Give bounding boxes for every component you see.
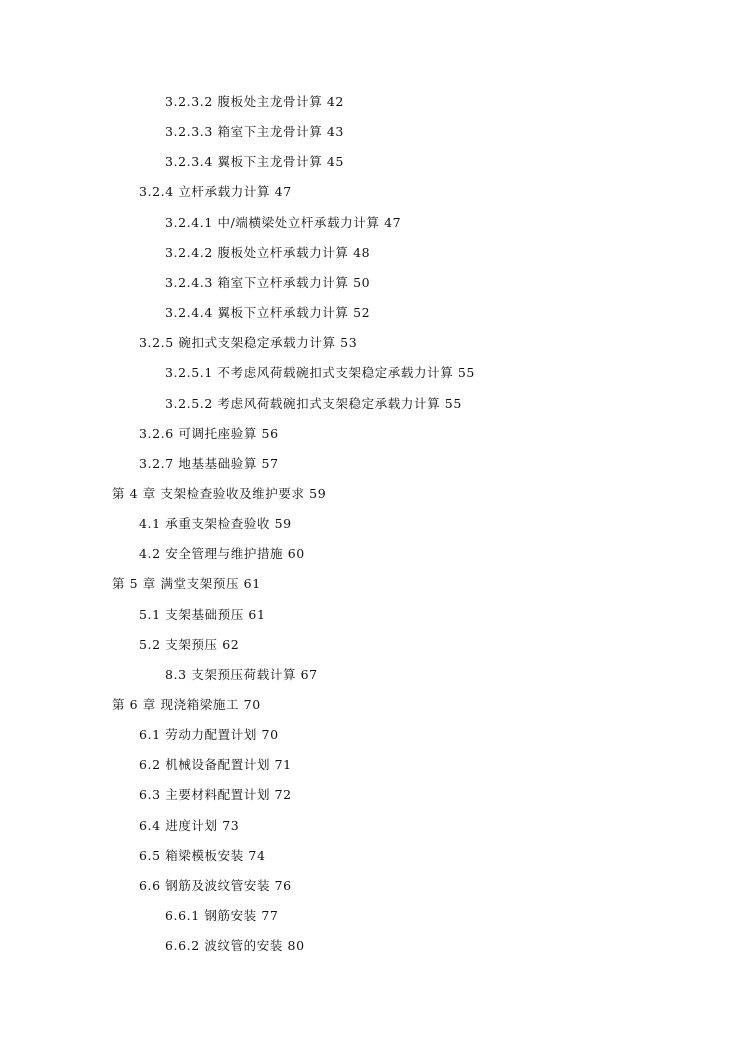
toc-entry[interactable]: 3.2.5.1 不考虑风荷载碗扣式支架稳定承载力计算 55 xyxy=(165,365,475,381)
toc-entry[interactable]: 4.1 承重支架检查验收 59 xyxy=(139,516,292,532)
toc-entry[interactable]: 3.2.7 地基基础验算 57 xyxy=(139,455,279,471)
toc-entry[interactable]: 3.2.3.4 翼板下主龙骨计算 45 xyxy=(165,154,344,170)
toc-chapter[interactable]: 第 6 章 现浇箱梁施工 70 xyxy=(112,697,261,712)
toc-entry[interactable]: 6.6.2 波纹管的安装 80 xyxy=(165,938,305,954)
toc-entry[interactable]: 6.2 机械设备配置计划 71 xyxy=(139,757,292,773)
toc-entry[interactable]: 5.1 支架基础预压 61 xyxy=(139,606,266,622)
toc-entry[interactable]: 6.1 劳动力配置计划 70 xyxy=(139,727,279,743)
toc-entry[interactable]: 3.2.3.2 腹板处主龙骨计算 42 xyxy=(165,94,344,109)
toc-entry[interactable]: 5.2 支架预压 62 xyxy=(139,636,240,652)
toc-chapter[interactable]: 第 5 章 满堂支架预压 61 xyxy=(112,576,261,592)
toc-chapter[interactable]: 第 4 章 支架检查验收及维护要求 59 xyxy=(112,485,327,501)
toc-entry[interactable]: 8.3 支架预压荷载计算 67 xyxy=(165,666,318,682)
toc-entry[interactable]: 3.2.5.2 考虑风荷载碗扣式支架稳定承载力计算 55 xyxy=(165,395,462,411)
toc-entry[interactable]: 6.3 主要材料配置计划 72 xyxy=(139,787,292,803)
toc-entry[interactable]: 6.6 钢筋及波纹管安装 76 xyxy=(139,877,292,893)
toc-entry[interactable]: 6.6.1 钢筋安装 77 xyxy=(165,908,279,924)
toc-entry[interactable]: 3.2.4 立杆承载力计算 47 xyxy=(139,184,292,200)
toc-entry[interactable]: 6.4 进度计划 73 xyxy=(139,817,240,833)
toc-entry[interactable]: 3.2.4.3 箱室下立杆承载力计算 50 xyxy=(165,274,371,290)
toc-entry[interactable]: 3.2.6 可调托座验算 56 xyxy=(139,425,279,441)
toc-entry[interactable]: 3.2.4.1 中/端横梁处立杆承载力计算 47 xyxy=(165,214,402,230)
toc-entry[interactable]: 3.2.4.2 腹板处立杆承载力计算 48 xyxy=(165,244,371,260)
toc-entry[interactable]: 3.2.3.3 箱室下主龙骨计算 43 xyxy=(165,124,344,140)
toc-entry[interactable]: 3.2.4.4 翼板下立杆承载力计算 52 xyxy=(165,305,371,321)
toc-entry[interactable]: 3.2.5 碗扣式支架稳定承载力计算 53 xyxy=(139,335,358,351)
toc-entry[interactable]: 4.2 安全管理与维护措施 60 xyxy=(139,546,305,562)
toc-entry[interactable]: 6.5 箱梁模板安装 74 xyxy=(139,847,266,863)
